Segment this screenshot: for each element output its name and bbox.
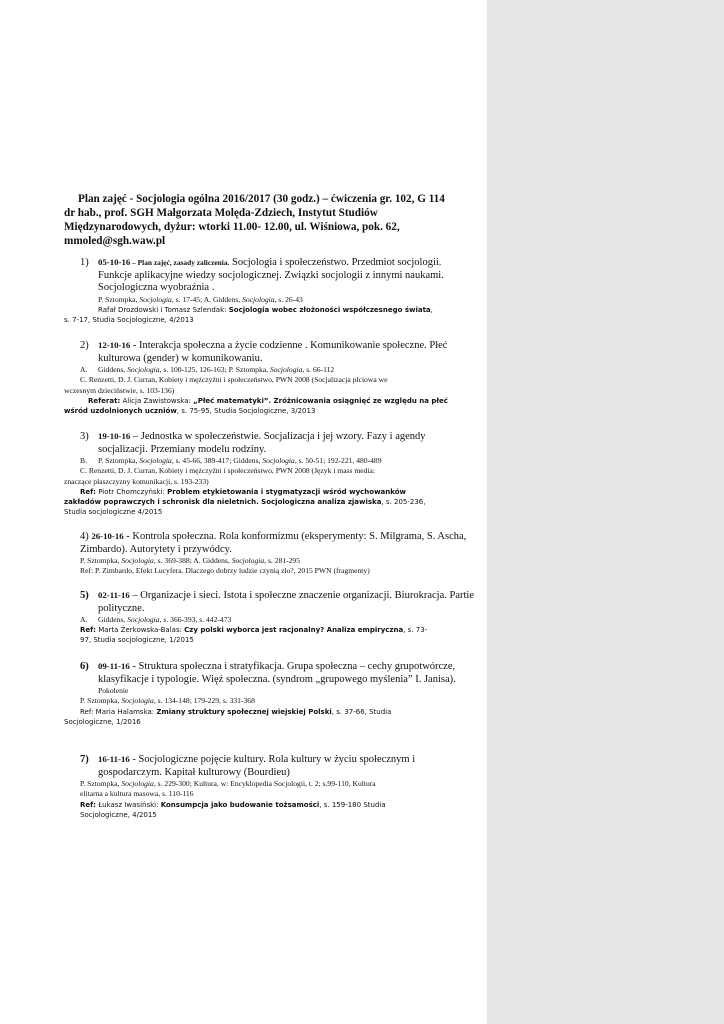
header-line-4: mmoled@sgh.waw.pl <box>64 235 166 247</box>
item-reading-2: C. Renzetti, D. J. Curran, Kobiety i mężczyźni i społeczeństwo, PWN 2008 (Socjalizacja płciowa we <box>80 375 388 385</box>
item-date: 16-11-16 <box>98 754 130 764</box>
item-reading: B. P. Sztompka, Socjologia, s. 45-66, 389-417; Giddens, Socjologia, s. 50-51; 192-221, 480-489 <box>80 456 382 466</box>
item-referat-cont-2: Studia socjologiczne 4/2015 <box>64 507 163 516</box>
item-lead: – Plan zajęć, zasady zaliczenia. <box>130 258 230 267</box>
item-referat-cont: Socjologiczne, 1/2016 <box>64 717 141 726</box>
item-date: 19-10-16 <box>98 431 131 441</box>
item-referat: Ref: Piotr Chomczyński: Problem etykietowania i stygmatyzacji wśród wychowanków <box>80 487 407 496</box>
item-number: 1) <box>80 257 89 268</box>
item-reading: P. Sztompka, Socjologia, s. 17-45; A. Giddens, Socjologia, s. 26-43 <box>98 294 303 304</box>
item-topic: – Jednostka w społeczeństwie. Socjalizacja i jej wzory. Fazy i agendy socjalizacji. Przemiany modelu rodziny. <box>98 431 426 455</box>
item-topic: – Organizacje i sieci. Istota i społeczne znaczenie organizacji. Biurokracja. Partie polityczne. <box>98 590 474 614</box>
item-date: 26-10-16 <box>91 531 124 541</box>
item-reading-2: C. Renzetti, D. J. Curran, Kobiety i mężczyźni i społeczeństwo, PWN 2008 (Język i mass media: <box>80 466 376 476</box>
item-reading: A. Giddens, Socjologia, s. 100-125, 126-163; P. Sztompka, Socjologia, s. 66-112 <box>80 365 335 375</box>
item-reading: P. Sztompka, Socjologia, s. 229-300; Kultura, w: Encyklopedia Socjologii, t. 2; s.99-110, Kultura <box>80 779 376 789</box>
item-reading-2: Ref: P. Zimbardo, Efekt Lucyfera. Dlaczego dobrzy ludzie czynią zło?, 2015 PWN (fragmenty) <box>80 566 370 576</box>
item-date: 09-11-16 <box>98 661 130 671</box>
item-topic: - Socjologiczne pojęcie kultury. Rola kultury w życiu społecznym i gospodarczym. Kapitał kulturowy (Bourdieu) <box>98 754 416 778</box>
header-line-1: Plan zajęć - Socjologia ogólna 2016/2017 (30 godz.) – ćwiczenia gr. 102, G 114 <box>78 193 445 205</box>
item-referat-cont: 97, Studia socjologiczne, 1/2015 <box>80 636 194 645</box>
item-reading: P. Sztompka, Socjologia, s. 369-388; A. Giddens, Socjologia, s. 281-295 <box>80 556 301 566</box>
item-number: 6) <box>80 661 89 672</box>
item-referat-cont: s. 7-17, Studia Socjologiczne, 4/2013 <box>64 315 194 324</box>
item-referat: Ref: Marta Żerkowska-Balas: Czy polski wyborca jest racjonalny? Analiza empiryczna, s. 73- <box>80 626 428 635</box>
item-date: 12-10-16 <box>98 340 131 350</box>
item-reading-cont: elitarna a kultura masowa, s. 110-116 <box>80 789 194 799</box>
item-referat-cont: Socjologiczne, 4/2015 <box>80 810 157 819</box>
item-referat: Referat: Alicja Zawistowska: „Płeć matematyki”. Zróżnicowania osiągnięć ze względu na płeć <box>88 396 448 405</box>
header-line-3: Międzynarodowych, dyżur: wtorki 11.00- 12.00, ul. Wiśniowa, pok. 62, <box>64 221 400 233</box>
item-extra: Pokolenie <box>98 686 129 696</box>
item-reading: P. Sztompka, Socjologia, s. 134-148; 179-229, s. 331-368 <box>80 696 255 706</box>
item-number: 4) <box>80 531 89 542</box>
item-referat: Ref: Łukasz Iwasiński: Konsumpcja jako budowanie tożsamości, s. 159-180 Studia <box>80 800 386 809</box>
course-header <box>64 192 472 248</box>
item-number: 2) <box>80 340 89 351</box>
item-date: 02-11-16 <box>98 590 130 600</box>
item-number: 3) <box>80 431 89 442</box>
item-number: 5) <box>80 590 89 601</box>
item-date: 05-10-16 <box>98 257 131 267</box>
list-item <box>64 589 476 645</box>
item-reading-2-cont: znaczące płaszczyzny komunikacji, s. 193-233) <box>64 476 209 486</box>
list-item <box>64 339 476 416</box>
list-item <box>64 430 476 517</box>
list-item <box>64 530 476 577</box>
comment-margin-pane <box>487 0 724 1024</box>
item-topic: - Interakcja społeczna a życie codzienne . Komunikowanie społeczne. Płeć kulturowa (gender) w komunikowaniu. <box>98 340 448 364</box>
item-reading: A. Giddens, Socjologia, s. 366-393, s. 442-473 <box>80 615 232 625</box>
header-line-2: dr hab., prof. SGH Małgorzata Molęda-Zdziech, Instytut Studiów <box>64 207 378 219</box>
item-topic: - Kontrola społeczna. Rola konformizmu (eksperymenty: S. Milgrama, S. Ascha, Zimbardo). Autorytety i przywódcy. <box>80 531 467 555</box>
list-item <box>64 753 476 820</box>
list-item <box>64 256 476 325</box>
item-referat: Rafał Drozdowski i Tomasz Szlendak: Socjologia wobec złożoności współczesnego świata, <box>98 305 433 314</box>
item-topic: - Struktura społeczna i stratyfikacja. Grupa społeczna – cechy grupotwórcze, klasyfikacje i typologie. Więź społeczna. (syndrom „grupowego myślenia” I. Janisa). <box>98 661 456 685</box>
list-item <box>64 660 476 727</box>
item-referat-cont: zakładów poprawczych i schronisk dla nieletnich. Socjologiczna analiza zjawiska, s. 205-236, <box>64 497 426 506</box>
item-referat-cont: wśród uzdolnionych uczniów, s. 75-95, Studia Socjologiczne, 3/2013 <box>64 406 316 415</box>
item-referat: Ref: Maria Halamska: Zmiany struktury społecznej wiejskiej Polski, s. 37-66, Studia <box>80 707 392 716</box>
item-number: 7) <box>80 754 89 765</box>
item-topic: Socjologia i społeczeństwo. Przedmiot socjologii. Funkcje aplikacyjne wiedzy socjologicznej. Związki socjologii z innymi naukami. Socjologiczna wyobraźnia . <box>98 257 444 294</box>
item-reading-2-cont: wczesnym dzieciństwie, s. 103-136) <box>64 385 175 395</box>
